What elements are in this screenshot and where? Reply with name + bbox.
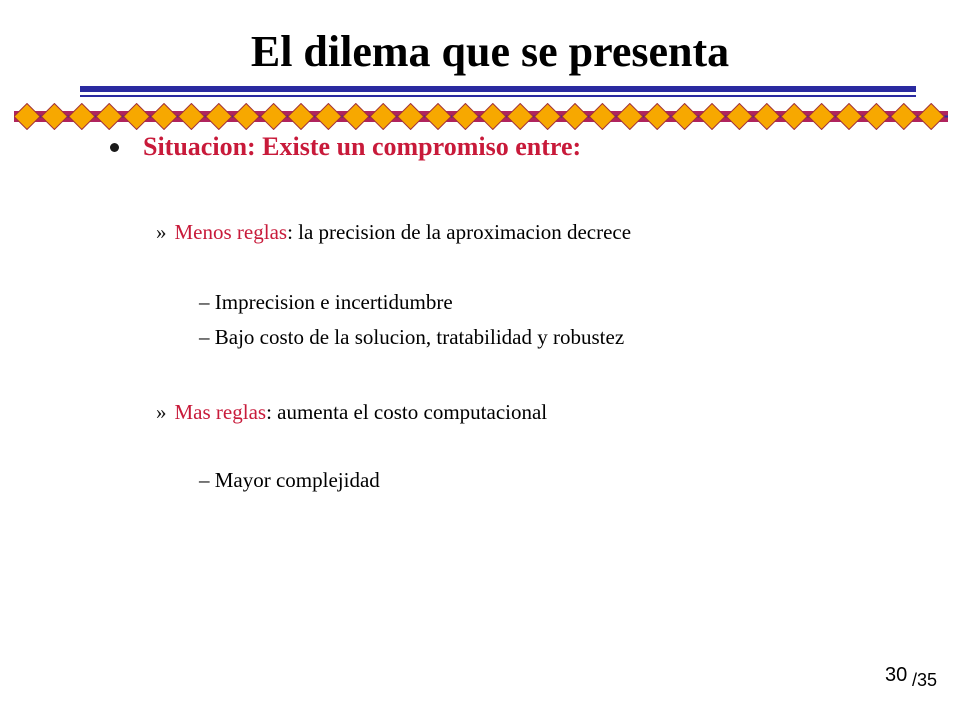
diamond-shape — [425, 104, 451, 130]
diamond-shape — [69, 104, 95, 130]
main-bullet-text: Situacion: Existe un compromiso entre: — [143, 132, 582, 161]
diamond-shape — [41, 104, 67, 130]
diamond-shape — [398, 104, 424, 130]
bullet-dot-icon — [110, 143, 119, 152]
diamond-shape — [809, 104, 835, 130]
diamond-shape — [507, 104, 533, 130]
sub-item-1 — [156, 219, 631, 245]
diamond-shape — [589, 104, 615, 130]
diamond-shape — [343, 104, 369, 130]
sub-item-2 — [156, 399, 547, 425]
page-number: 30 — [885, 664, 908, 686]
diamond-shape — [370, 104, 396, 130]
diamond-shape — [14, 104, 40, 130]
diamond-shape — [151, 104, 177, 130]
diamond-shape — [206, 104, 232, 130]
sub-sub-item: – Bajo costo de la solucion, tratabilidad y robustez — [199, 325, 625, 349]
diamond-shape — [562, 104, 588, 130]
diamond-shape — [863, 104, 889, 130]
diamond-shape — [726, 104, 752, 130]
diamond-shape — [178, 104, 204, 130]
sub-item-key: Menos reglas — [174, 220, 288, 244]
diamond-shape — [124, 104, 150, 130]
diamond-shape — [699, 104, 725, 130]
diamond-border — [14, 103, 948, 130]
title-underline-thin — [80, 95, 916, 97]
sub-sub-item: – Mayor complejidad — [199, 468, 380, 492]
diamond-shape — [233, 104, 259, 130]
sub-item-marker: » — [156, 400, 167, 424]
diamond-shape — [480, 104, 506, 130]
diamond-shape — [96, 104, 122, 130]
diamond-shape — [672, 104, 698, 130]
diamond-shape — [836, 104, 862, 130]
diamond-shape — [918, 104, 944, 130]
diamond-shape — [261, 104, 287, 130]
diamond-shape — [452, 104, 478, 130]
diamond-shape — [535, 104, 561, 130]
sub-item-key: Mas reglas — [174, 400, 267, 424]
diamond-shape — [754, 104, 780, 130]
main-bullet — [110, 132, 581, 162]
slide-title: El dilema que se presenta — [250, 27, 730, 76]
sub-sub-item: – Imprecision e incertidumbre — [199, 290, 453, 314]
sub-item-text: : aumenta el costo computacional — [266, 400, 548, 424]
title-underline — [80, 86, 916, 92]
diamond-shape — [617, 104, 643, 130]
sub-item-text: : la precision de la aproximacion decrece — [287, 220, 632, 244]
sub-item-marker: » — [156, 220, 167, 244]
diamond-shape — [781, 104, 807, 130]
page-total: /35 — [912, 670, 938, 690]
diamond-shape — [315, 104, 341, 130]
diamond-shape — [891, 104, 917, 130]
diamond-shape — [644, 104, 670, 130]
diamond-shape — [288, 104, 314, 130]
